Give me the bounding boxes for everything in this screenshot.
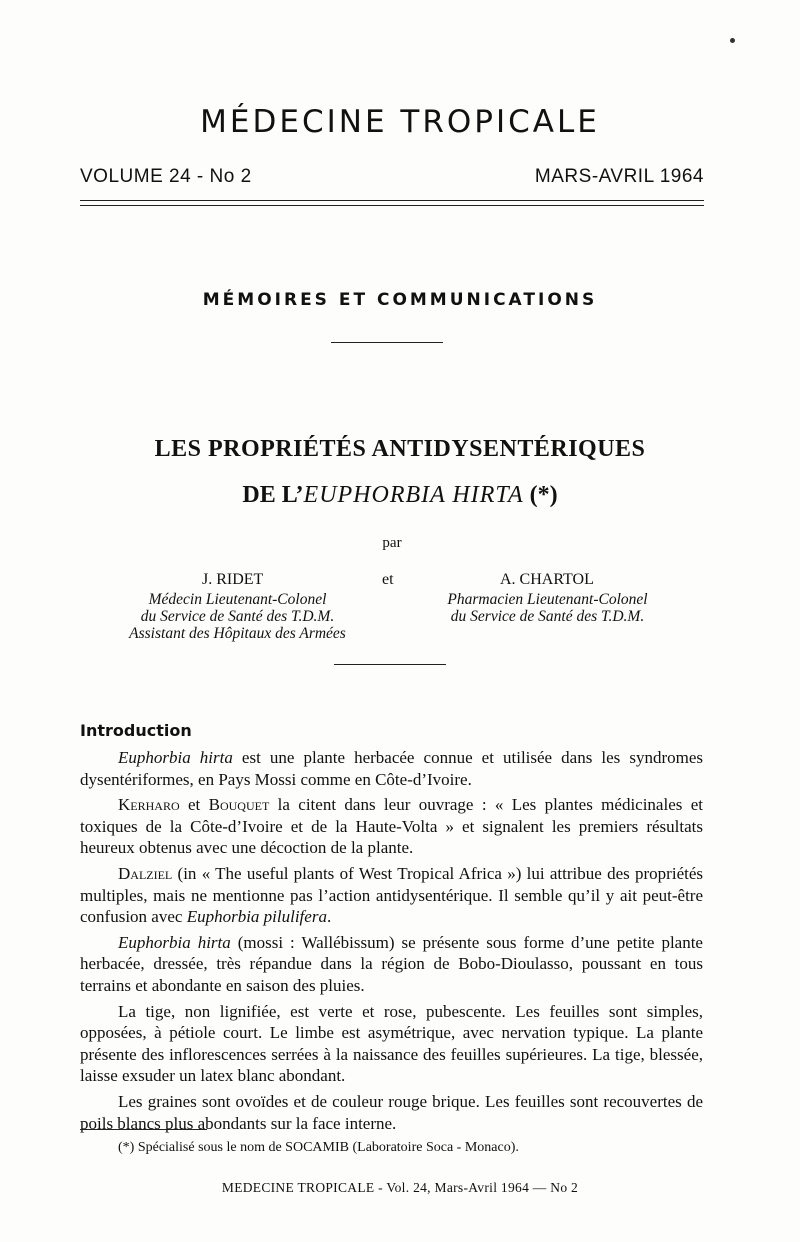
article-title-line1: LES PROPRIÉTÉS ANTIDYSENTÉRIQUES: [154, 436, 646, 462]
species-name: Euphorbia pilulifera: [186, 907, 327, 927]
author2-aff-line2: du Service de Santé des T.D.M.: [450, 608, 645, 625]
paragraph-1-text: est une plante herbacée connue et utilisée dans les syndromes dysentériformes, en Pays Mossi comme en Côte-d’Ivoire.: [80, 748, 703, 789]
author1-name: J. RIDET: [202, 571, 264, 588]
byline-par: par: [382, 535, 402, 551]
volume-number: VOLUME 24 - No 2: [80, 166, 252, 187]
footnote: (*) Spécialisé sous le nom de SOCAMIB (Laboratoire Soca - Monaco).: [118, 1140, 519, 1155]
author-dalziel: Dalziel: [118, 863, 173, 883]
page-footer: MEDECINE TROPICALE - Vol. 24, Mars-Avril 1964 — No 2: [221, 1180, 579, 1195]
title-prefix: DE L’: [242, 482, 304, 508]
author2-name: A. CHARTOL: [500, 571, 594, 588]
sentence-end: .: [326, 907, 332, 927]
header-rule-bottom: [80, 205, 704, 206]
species-name: Euphorbia hirta: [118, 932, 231, 952]
author1-aff-line3: Assistant des Hôpitaux des Armées: [129, 625, 346, 642]
header-rule-top: [80, 200, 704, 201]
author1-aff-line2: du Service de Santé des T.D.M.: [140, 608, 335, 625]
author-conjunction: et: [382, 571, 394, 588]
title-species: EUPHORBIA HIRTA: [303, 482, 524, 508]
author1-aff-line1: Médecin Lieutenant-Colonel: [148, 591, 327, 608]
author1-affiliation: [100, 591, 375, 642]
paragraph-2-text: la citent dans leur ouvrage : « Les plantes médicinales et toxiques de la Côte-d’Ivoire et de la Haute-Volta » et signalent les premiers résultats heureux obtenus avec une décoction de la plante.: [80, 795, 703, 858]
author-divider: [334, 664, 446, 665]
paragraph-3-text: (in « The useful plants of West Tropical Africa ») lui attribue des propriétés multiples, mais ne mentionne pas l’action antidysentérique. Il semble qu’il y ait peut-être confusion avec: [80, 863, 703, 927]
paragraph-3: [80, 863, 703, 928]
introduction-heading: Introduction: [80, 721, 192, 740]
conjunction-text: et: [179, 795, 209, 815]
paragraph-4: [80, 932, 703, 997]
issue-date: MARS-AVRIL 1964: [534, 166, 704, 187]
journal-title: MÉDECINE TROPICALE: [200, 104, 600, 140]
author-bouquet: Bouquet: [208, 795, 270, 815]
author-kerharo: Kerharo: [118, 795, 180, 815]
species-name: Euphorbia hirta: [118, 748, 233, 767]
article-title-line2: [0, 482, 800, 509]
paragraph-6: Les graines sont ovoïdes et de couleur rouge brique. Les feuilles sont recouvertes de poils blancs plus abondants sur la face interne.: [80, 1091, 703, 1133]
corner-speck: [730, 38, 735, 43]
author2-affiliation: [430, 591, 665, 625]
footnote-rule: [80, 1129, 207, 1130]
paragraph-1: [80, 747, 703, 790]
paragraph-2: [80, 794, 703, 859]
section-divider: [331, 342, 443, 343]
title-footnote-mark: (*): [523, 482, 558, 508]
paragraph-4-text: (mossi : Wallébissum) se présente sous forme d’une petite plante herbacée, dressée, très répandue dans la région de Bobo-Dioulasso, poussant en tous terrains et abondante en saison des pluies.: [80, 932, 703, 995]
author2-aff-line1: Pharmacien Lieutenant-Colonel: [447, 591, 648, 608]
section-title: MÉMOIRES ET COMMUNICATIONS: [202, 290, 598, 310]
paragraph-5: La tige, non lignifiée, est verte et rose, pubescente. Les feuilles sont simples, opposées, à pétiole court. Le limbe est asymétrique, avec nervation typique. La plante présente des inflorescences serrées à la naissance des feuilles supérieures. La tige, blessée, laisse exsuder un latex blanc abondant.: [80, 1001, 703, 1086]
introduction-body: [80, 747, 703, 1138]
